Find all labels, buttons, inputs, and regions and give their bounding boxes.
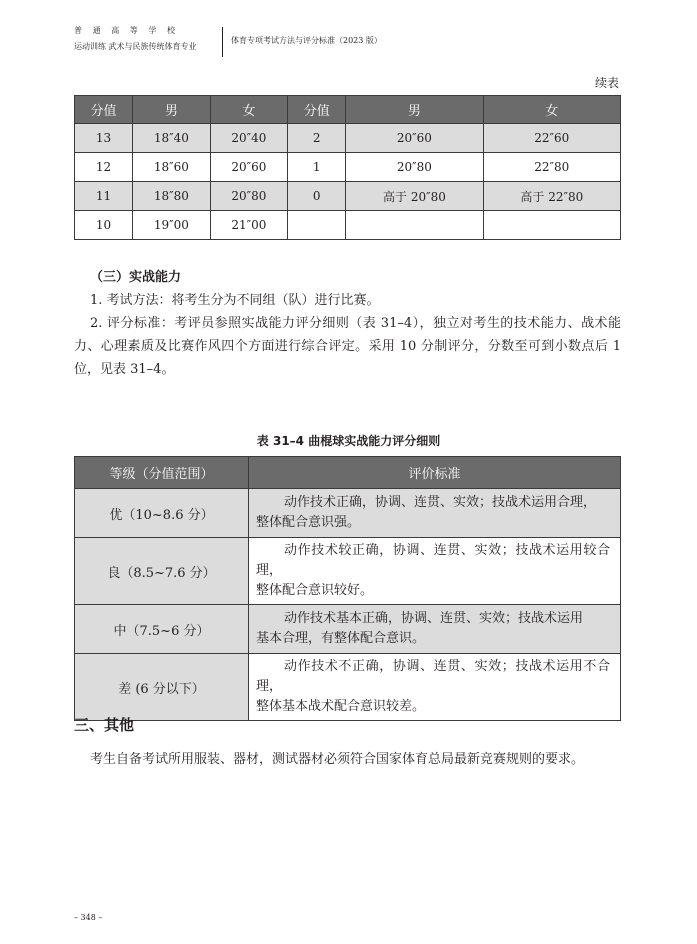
table-cell: 10 <box>75 211 133 240</box>
level-cell: 中（7.5~6 分） <box>75 605 249 654</box>
table-cell: 18″80 <box>133 182 211 211</box>
table-cell: 20″60 <box>346 124 483 153</box>
table-cell: 2 <box>288 124 346 153</box>
table-row <box>75 211 621 240</box>
table-row <box>75 153 621 182</box>
table-row <box>75 654 621 721</box>
table-cell <box>346 211 483 240</box>
table-row <box>75 538 621 605</box>
header-female-right: 女 <box>483 96 620 124</box>
table-row <box>75 605 621 654</box>
criteria-cell <box>249 605 621 654</box>
criteria-line: 动作技术基本正确，协调、连贯、实效；技战术运用 <box>284 611 584 626</box>
header-score-left: 分值 <box>75 96 133 124</box>
series-line-2: 运动训练 武术与民族传统体育专业 <box>74 42 197 51</box>
table-cell: 13 <box>75 124 133 153</box>
criteria-line: 动作技术不正确，协调、连贯、实效；技战术运用不合理， <box>256 659 610 694</box>
criteria-line: 整体基本战术配合意识较差。 <box>256 699 426 714</box>
table-cell: 高于 22″80 <box>483 182 620 211</box>
scoring-standard-paragraph: 2. 评分标准：考评员参照实战能力评分细则（表 31–4），独立对考生的技术能力、战术能力、心理素质及比赛作风四个方面进行综合评定。采用 10 分制评分，分数至可到小数点后 1 位，见表 31–4。 <box>74 316 621 377</box>
table-cell: 20″60 <box>210 153 288 182</box>
table-cell: 11 <box>75 182 133 211</box>
table-cell: 19″00 <box>133 211 211 240</box>
header-score-right: 分值 <box>288 96 346 124</box>
test-method-paragraph: 1. 考试方法：将考生分为不同组（队）进行比赛。 <box>90 293 380 308</box>
table-cell: 18″40 <box>133 124 211 153</box>
series-line-1: 普通高等学校 <box>74 26 186 35</box>
table-cell: 20″80 <box>210 182 288 211</box>
table-cell: 22″80 <box>483 153 620 182</box>
table-header-row <box>75 457 621 489</box>
table-cell: 20″80 <box>346 153 483 182</box>
other-paragraph: 考生自备考试所用服装、器材，测试器材必须符合国家体育总局最新竞赛规则的要求。 <box>90 752 585 767</box>
table-cell: 高于 20″80 <box>346 182 483 211</box>
table-row <box>75 489 621 538</box>
table-cell: 20″40 <box>210 124 288 153</box>
series-title <box>74 25 224 53</box>
criteria-line: 动作技术较正确，协调、连贯、实效；技战术运用较合理， <box>256 543 610 578</box>
header-level: 等级（分值范围） <box>75 457 249 489</box>
level-cell: 良（8.5~7.6 分） <box>75 538 249 605</box>
criteria-line: 基本合理，有整体配合意识。 <box>256 631 426 646</box>
table-cell: 1 <box>288 153 346 182</box>
table-cell: 12 <box>75 153 133 182</box>
table-cell: 22″60 <box>483 124 620 153</box>
table-row <box>75 182 621 211</box>
criteria-line: 动作技术正确，协调、连贯、实效；技战术运用合理， <box>284 495 597 510</box>
evaluation-table <box>74 456 621 721</box>
section-heading-other: 三、其他 <box>74 716 135 734</box>
table-row <box>75 124 621 153</box>
criteria-cell <box>249 489 621 538</box>
section-subheading: （三）实战能力 <box>90 270 182 285</box>
header-male-left: 男 <box>133 96 211 124</box>
page-number: – 348 – <box>74 913 103 922</box>
table-header-row <box>75 96 621 124</box>
level-cell: 优（10~8.6 分） <box>75 489 249 538</box>
table-cell <box>483 211 620 240</box>
continued-label: 续表 <box>594 76 619 90</box>
table-cell: 21″00 <box>210 211 288 240</box>
book-title: 体育专项考试方法与评分标准（2023 版） <box>231 36 382 45</box>
score-table <box>74 95 621 240</box>
table-cell <box>288 211 346 240</box>
header-divider <box>222 27 223 57</box>
header-female-left: 女 <box>210 96 288 124</box>
criteria-cell <box>249 654 621 721</box>
header-male-right: 男 <box>346 96 483 124</box>
criteria-line: 整体配合意识强。 <box>256 515 361 530</box>
header-criteria: 评价标准 <box>249 457 621 489</box>
table-caption: 表 31–4 曲棍球实战能力评分细则 <box>256 434 441 448</box>
criteria-cell <box>249 538 621 605</box>
table-cell: 18″60 <box>133 153 211 182</box>
level-cell: 差 (6 分以下） <box>75 654 249 721</box>
table-cell: 0 <box>288 182 346 211</box>
criteria-line: 整体配合意识较好。 <box>256 583 374 598</box>
